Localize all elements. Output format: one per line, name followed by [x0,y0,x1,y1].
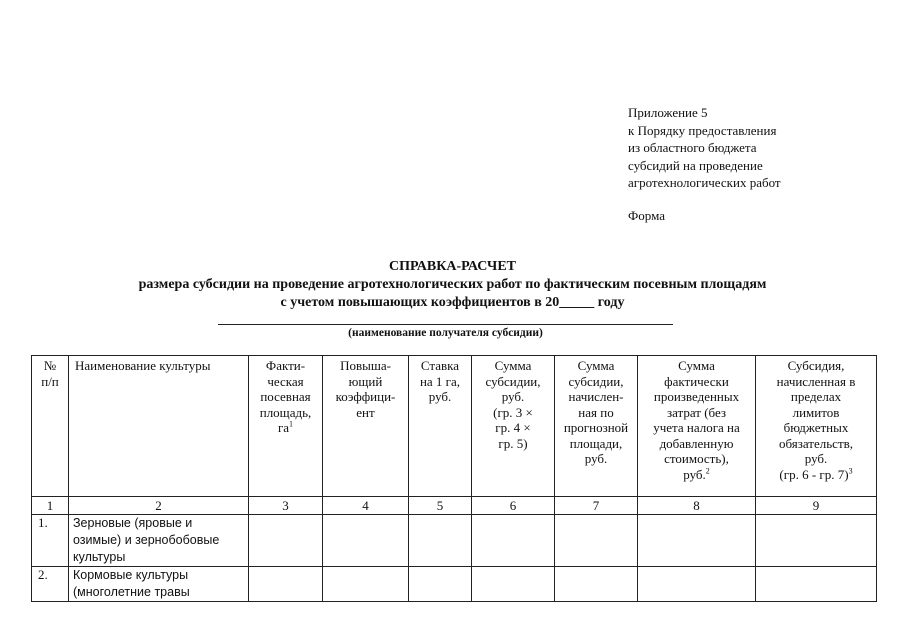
footnote-mark: 3 [848,466,853,476]
empty-cell[interactable] [323,567,409,602]
empty-cell[interactable] [756,567,877,602]
column-number: 9 [756,497,877,515]
empty-cell[interactable] [638,515,756,567]
header-cell: Наименование культуры [69,356,249,497]
empty-cell[interactable] [472,515,555,567]
header-cell: Сумма фактически произведенных затрат (без учета налога на добавленную стоимость), руб.$^2$ [638,356,756,497]
header-cell: Ставка на 1 га, руб. [409,356,472,497]
table-row [32,515,877,567]
title-line-2: размера субсидии на проведение агротехнологических работ по фактическим посевным площадям [138,277,767,292]
form-label: Форма [628,208,665,223]
header-cell: Субсидия, начисленная в пределах лимитов бюджетных обязательств, руб. (гр. 6 - гр. 7)$^3$ [756,356,877,497]
empty-cell[interactable] [249,567,323,602]
column-number: 8 [638,497,756,515]
recipient-name-line [218,324,673,325]
annex-block [628,104,781,192]
document-title [0,258,905,312]
calculation-table [31,355,877,602]
empty-cell[interactable] [555,567,638,602]
annex-line: агротехнологических работ [628,175,781,190]
header-cell: Сумма субсидии, руб. (гр. 3 × гр. 4 × гр. 5) [472,356,555,497]
empty-cell[interactable] [472,567,555,602]
row-number: 2. [32,567,69,602]
empty-cell[interactable] [409,567,472,602]
footnote-mark: 2 [705,466,710,476]
empty-cell[interactable] [756,515,877,567]
title-line-1: СПРАВКА-РАСЧЕТ [388,259,517,274]
column-number-row [32,497,877,515]
empty-cell[interactable] [409,515,472,567]
empty-cell[interactable] [249,515,323,567]
annex-line: к Порядку предоставления [628,122,777,138]
column-number: 1 [32,497,69,515]
column-number: 5 [409,497,472,515]
column-number: 6 [472,497,555,515]
column-number: 4 [323,497,409,515]
empty-cell[interactable] [555,515,638,567]
crop-name: Зерновые (яровые и озимые) и зернобобовые культуры [69,515,249,567]
empty-cell[interactable] [638,567,756,602]
annex-line: из областного бюджета [628,140,757,155]
recipient-caption: (наименование получателя субсидии) [348,327,543,339]
footnote-mark: 1 [289,419,294,429]
title-line-3: с учетом повышающих коэффициентов в 20_____ году [280,295,625,310]
header-cell: № п/п [32,356,69,497]
table-row [32,567,877,602]
annex-line: субсидий на проведение [628,157,763,173]
column-number: 3 [249,497,323,515]
header-cell: Повыша- ющий коэффици- ент [323,356,409,497]
header-cell: Сумма субсидии, начислен- ная по прогнозной площади, руб. [555,356,638,497]
empty-cell[interactable] [323,515,409,567]
row-number: 1. [32,515,69,567]
table-header-row [32,356,877,497]
column-number: 7 [555,497,638,515]
annex-line: Приложение 5 [628,105,708,120]
column-number: 2 [69,497,249,515]
crop-name: Кормовые культуры (многолетние травы [69,567,249,602]
header-cell: Факти- ческая посевная площадь, $га^1$ [249,356,323,497]
